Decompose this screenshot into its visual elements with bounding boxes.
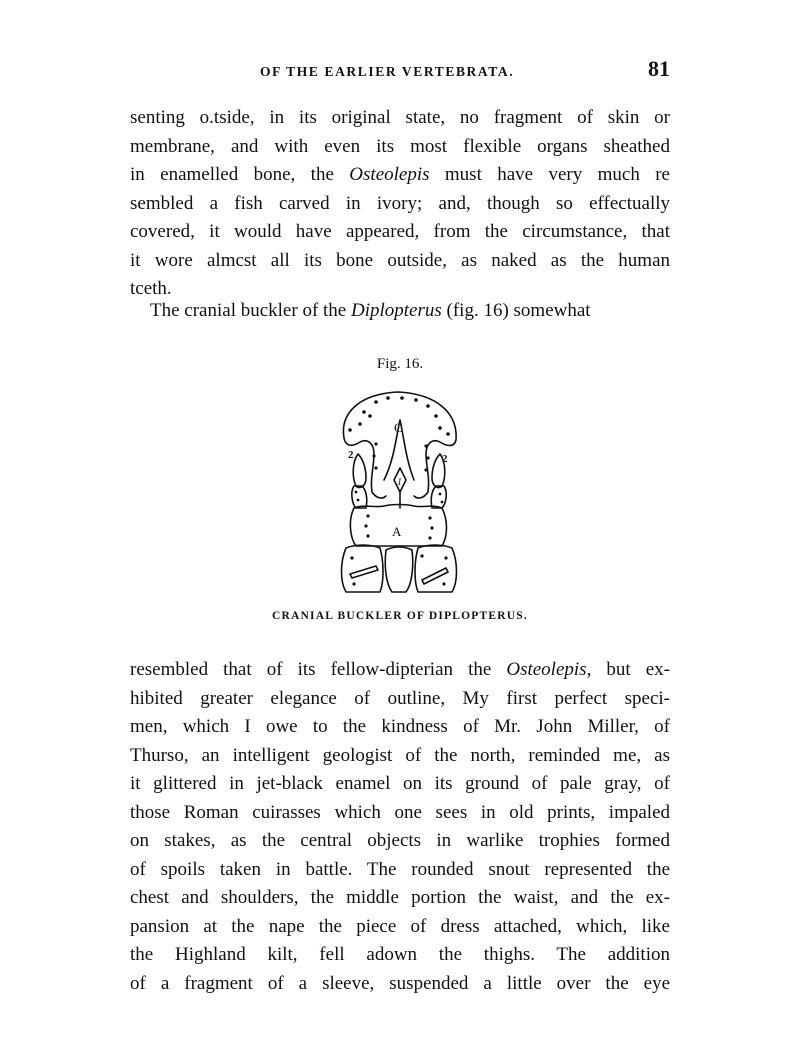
figure-caption: CRANIAL BUCKLER OF DIPLOPTERUS.: [272, 610, 528, 622]
bone-rod-right: [422, 568, 448, 584]
lower-right-plate: [415, 545, 457, 592]
text-line: membrane, and with even its most flexible organs sheathed: [130, 135, 670, 157]
lower-middle-plate: [385, 547, 413, 592]
text-line: the Highland kilt, fell adown the thighs. The addition: [130, 944, 670, 965]
cranial-buckler-drawing: [336, 386, 462, 598]
letter-a: A: [392, 524, 402, 539]
text-line: it wore almcst all its bone outside, as naked as the human: [130, 249, 670, 271]
text-line: on stakes, as the central objects in warlike trophies formed: [130, 830, 670, 851]
running-head: OF THE EARLIER VERTEBRATA.: [260, 64, 515, 79]
cranial-buckler-figure: [336, 386, 462, 598]
page-number: 81: [648, 56, 670, 81]
text-run: must have very much re: [429, 164, 670, 185]
text-line: [130, 297, 670, 326]
figure-label: Fig. 16.: [376, 356, 424, 372]
text-line: covered, it would have appeared, from the circumstance, that: [130, 221, 670, 242]
text-line: hibited greater elegance of outline, My first perfect speci-: [130, 687, 670, 709]
text-line: [130, 161, 670, 190]
text-line: pansion at the nape the piece of dress attached, which, like: [130, 915, 670, 937]
text-line: those Roman cuirasses which one sees in old prints, impaled: [130, 801, 670, 823]
text-line: men, which I owe to the kindness of Mr. John Miller, of: [130, 716, 670, 737]
text-line: senting o.tside, in its original state, no fragment of skin or: [130, 107, 670, 128]
paragraph-3: [130, 656, 670, 998]
text-run: , but ex-: [586, 659, 670, 680]
right-lower-plate: [431, 486, 446, 508]
italic-term: Osteolepis: [349, 164, 430, 185]
paragraph-2: [130, 297, 670, 326]
text-line: Thurso, an intelligent geologist of the north, reminded me, as: [130, 744, 670, 766]
letter-two-right: 2: [442, 453, 448, 465]
left-side-plate: [353, 454, 366, 488]
letter-c: C: [394, 420, 403, 435]
text-run: resembled that of its fellow-dipterian the: [130, 659, 507, 680]
text-line: [130, 656, 670, 685]
text-run: (fig. 16) somewhat: [441, 300, 591, 321]
text-line: sembled a fish carved in ivory; and, though so effectually: [130, 192, 670, 214]
paragraph-1: [130, 104, 670, 304]
bone-rod-left: [350, 566, 378, 578]
text-line: of a fragment of a sleeve, suspended a little over the eye: [130, 972, 670, 994]
text-line: of spoils taken in battle. The rounded snout represented the: [130, 858, 670, 880]
text-line: tceth.: [130, 278, 172, 299]
page-header: [130, 56, 670, 90]
left-lower-plate: [352, 486, 367, 508]
text-run: The cranial buckler of the: [150, 300, 351, 321]
italic-term: Diplopterus: [350, 300, 442, 321]
letter-one: 1: [397, 477, 402, 488]
italic-term: Osteolepis: [506, 659, 587, 680]
text-run: in enamelled bone, the: [130, 164, 350, 185]
text-line: chest and shoulders, the middle portion the waist, and the ex-: [130, 887, 670, 908]
letter-two-left: 2: [348, 449, 354, 461]
text-line: it glittered in jet-black enamel on its ground of pale gray, of: [130, 773, 670, 794]
